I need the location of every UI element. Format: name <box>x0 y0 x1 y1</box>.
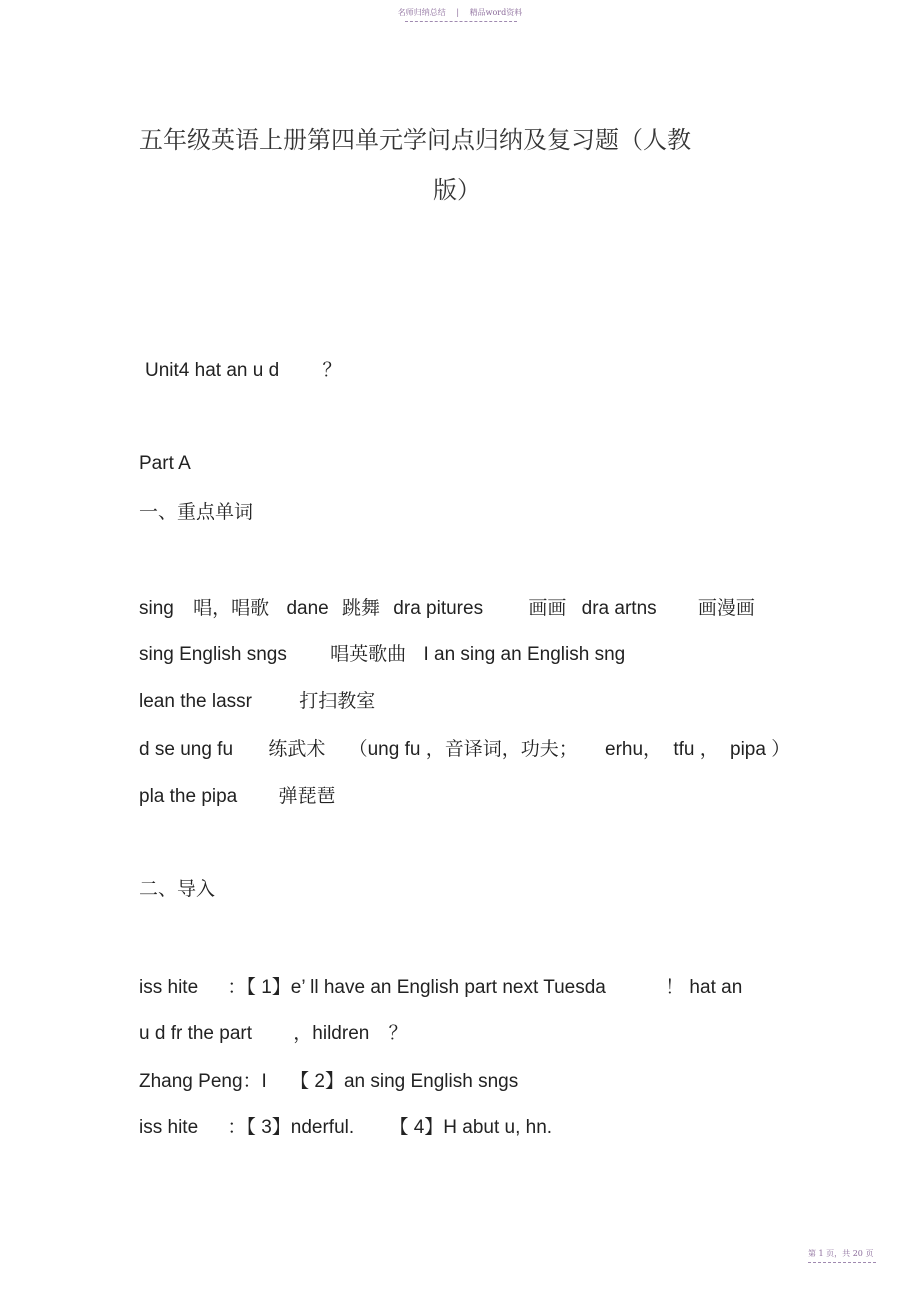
dialogue-text: ：【 3】nderful. <box>227 1117 355 1138</box>
dialogue-text: ！ hat an <box>665 977 743 998</box>
vocab-cn: 练武术 <box>268 738 326 760</box>
vocab-en: I an sing an English sng <box>423 644 626 665</box>
vocab-line <box>139 734 790 761</box>
unit-heading-text: Unit4 hat an u d <box>145 360 280 381</box>
document-title-line1: 五年级英语上册第四单元学问点归纳及复习题（人教 <box>139 126 691 154</box>
dialogue-speaker: Zhang Peng：I <box>139 1071 267 1092</box>
vocab-cn: 画画 <box>528 597 567 619</box>
vocab-line <box>139 686 375 713</box>
vocab-en: sing <box>139 598 174 619</box>
vocab-note: pipa ） <box>730 739 791 760</box>
header-right-text: 精品word资料 <box>469 8 523 17</box>
vocab-cn: 跳舞 <box>342 597 381 619</box>
vocab-cn: 唱，唱歌 <box>193 597 270 619</box>
vocab-en: d se ung fu <box>139 739 234 760</box>
dialogue-line <box>139 972 742 999</box>
dialogue-text: 【 4】H abut u, hn. <box>389 1117 553 1138</box>
vocab-line <box>139 593 755 620</box>
vocab-en: pla the pipa <box>139 786 238 807</box>
vocab-en: dra pitures <box>393 598 484 619</box>
vocab-cn: 画漫画 <box>697 597 755 619</box>
dialogue-line <box>139 1018 408 1045</box>
vocab-en: lean the lassr <box>139 691 253 712</box>
header-left-text: 名师归纳总结 <box>397 8 446 17</box>
dialogue-text: ，hildren <box>293 1023 370 1044</box>
header-rule <box>405 21 517 22</box>
dialogue-mark: ？ <box>388 1022 408 1044</box>
footer-rule <box>808 1262 876 1263</box>
vocab-cn: 弹琵琶 <box>278 785 336 807</box>
unit-heading <box>145 355 341 382</box>
vocab-line <box>139 639 625 666</box>
section-heading-lead-in: 二、导入 <box>139 878 216 900</box>
vocab-en: sing English sngs <box>139 644 287 665</box>
vocab-note: erhu， <box>605 739 663 760</box>
header-separator: | <box>456 8 460 17</box>
dialogue-text: ：【 1】e’ ll have an English part next Tuesda <box>227 977 606 998</box>
unit-heading-mark: ？ <box>322 359 342 381</box>
vocab-line <box>139 781 336 808</box>
dialogue-speaker: iss hite <box>139 977 199 998</box>
vocab-cn: 唱英歌曲 <box>330 643 407 665</box>
section-heading-key-words: 一、重点单词 <box>139 501 254 523</box>
dialogue-text: u d fr the part <box>139 1023 253 1044</box>
dialogue-text: 【 2】an sing English sngs <box>290 1071 519 1092</box>
vocab-note: （ung fu ，音译词，功夫； <box>348 739 578 760</box>
vocab-note: tfu ， <box>673 739 719 760</box>
page-header <box>0 7 920 18</box>
vocab-en: dra artns <box>581 598 657 619</box>
vocab-en: dane <box>286 598 329 619</box>
page-footer: 第 1 页，共 20 页 <box>808 1249 874 1258</box>
part-heading: Part A <box>139 453 191 474</box>
dialogue-line <box>139 1112 552 1139</box>
document-title-line2: 版） <box>433 176 481 204</box>
vocab-cn: 打扫教室 <box>299 690 376 712</box>
dialogue-line <box>139 1066 518 1093</box>
dialogue-speaker: iss hite <box>139 1117 199 1138</box>
